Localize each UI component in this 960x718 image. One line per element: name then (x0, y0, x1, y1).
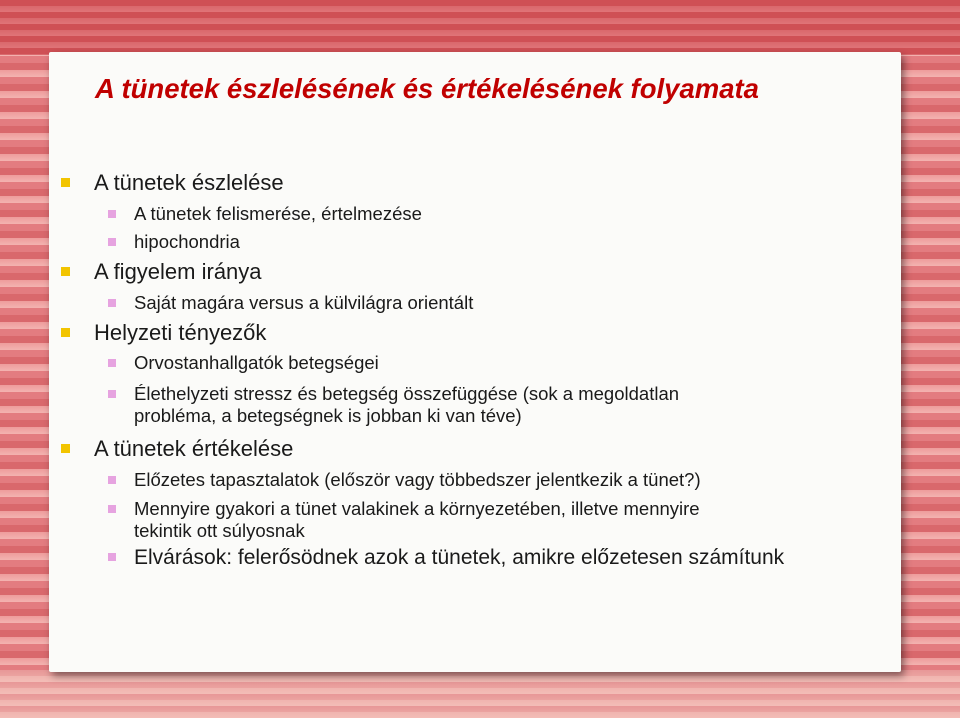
slide-panel (49, 52, 901, 672)
background-stripes-top (0, 0, 960, 55)
bullet-level1-icon (61, 267, 70, 276)
bullet-level1-icon (61, 444, 70, 453)
bullet-level2-icon (108, 359, 116, 367)
list-item-text-line: Élethelyzeti stressz és betegség összefüggése (sok a megoldatlan (134, 383, 680, 404)
list-item (134, 546, 784, 570)
list-item (134, 203, 422, 225)
list-item-text: Saját magára versus a külvilágra orientált (134, 292, 474, 313)
list-item (94, 259, 262, 285)
list-item-text-line: tekintik ott súlyosnak (134, 520, 305, 541)
list-item-text: hipochondria (134, 231, 240, 252)
list-item (94, 320, 266, 346)
bullet-level2-icon (108, 390, 116, 398)
list-item-text-line: probléma, a betegségnek is jobban ki van téve) (134, 405, 522, 426)
background-stripes-bottom (0, 670, 960, 718)
list-item-text: A tünetek felismerése, értelmezése (134, 203, 422, 224)
list-item-text: Helyzeti tényezők (94, 320, 267, 345)
list-item (94, 436, 293, 462)
list-item (134, 498, 700, 542)
bullet-level1-icon (61, 178, 70, 187)
list-item (134, 292, 473, 314)
slide-title: A tünetek észlelésének és értékelésének folyamata (95, 73, 759, 104)
bullet-level2-icon (108, 505, 116, 513)
bullet-level2-icon (108, 299, 116, 307)
list-item-text-line: Mennyire gyakori a tünet valakinek a környezetében, illetve mennyire (134, 498, 700, 519)
list-item (94, 170, 284, 196)
list-item (134, 231, 240, 253)
bullet-level2-icon (108, 210, 116, 218)
list-item-text: A tünetek értékelése (94, 436, 294, 461)
bullet-list (49, 52, 901, 672)
bullet-level2-icon (108, 553, 116, 561)
list-item-text: A figyelem iránya (94, 259, 262, 284)
bullet-level2-icon (108, 476, 116, 484)
list-item-text: Előzetes tapasztalatok (először vagy többedszer jelentkezik a tünet?) (134, 469, 701, 490)
list-item-text: Orvostanhallgatók betegségei (134, 352, 379, 373)
list-item (134, 469, 701, 491)
list-item-text: A tünetek észlelése (94, 170, 284, 195)
bullet-level1-icon (61, 328, 70, 337)
list-item (134, 383, 679, 427)
list-item-text: Elvárások: felerősödnek azok a tünetek, amikre előzetesen számítunk (134, 546, 785, 569)
bullet-level2-icon (108, 238, 116, 246)
list-item (134, 352, 379, 374)
